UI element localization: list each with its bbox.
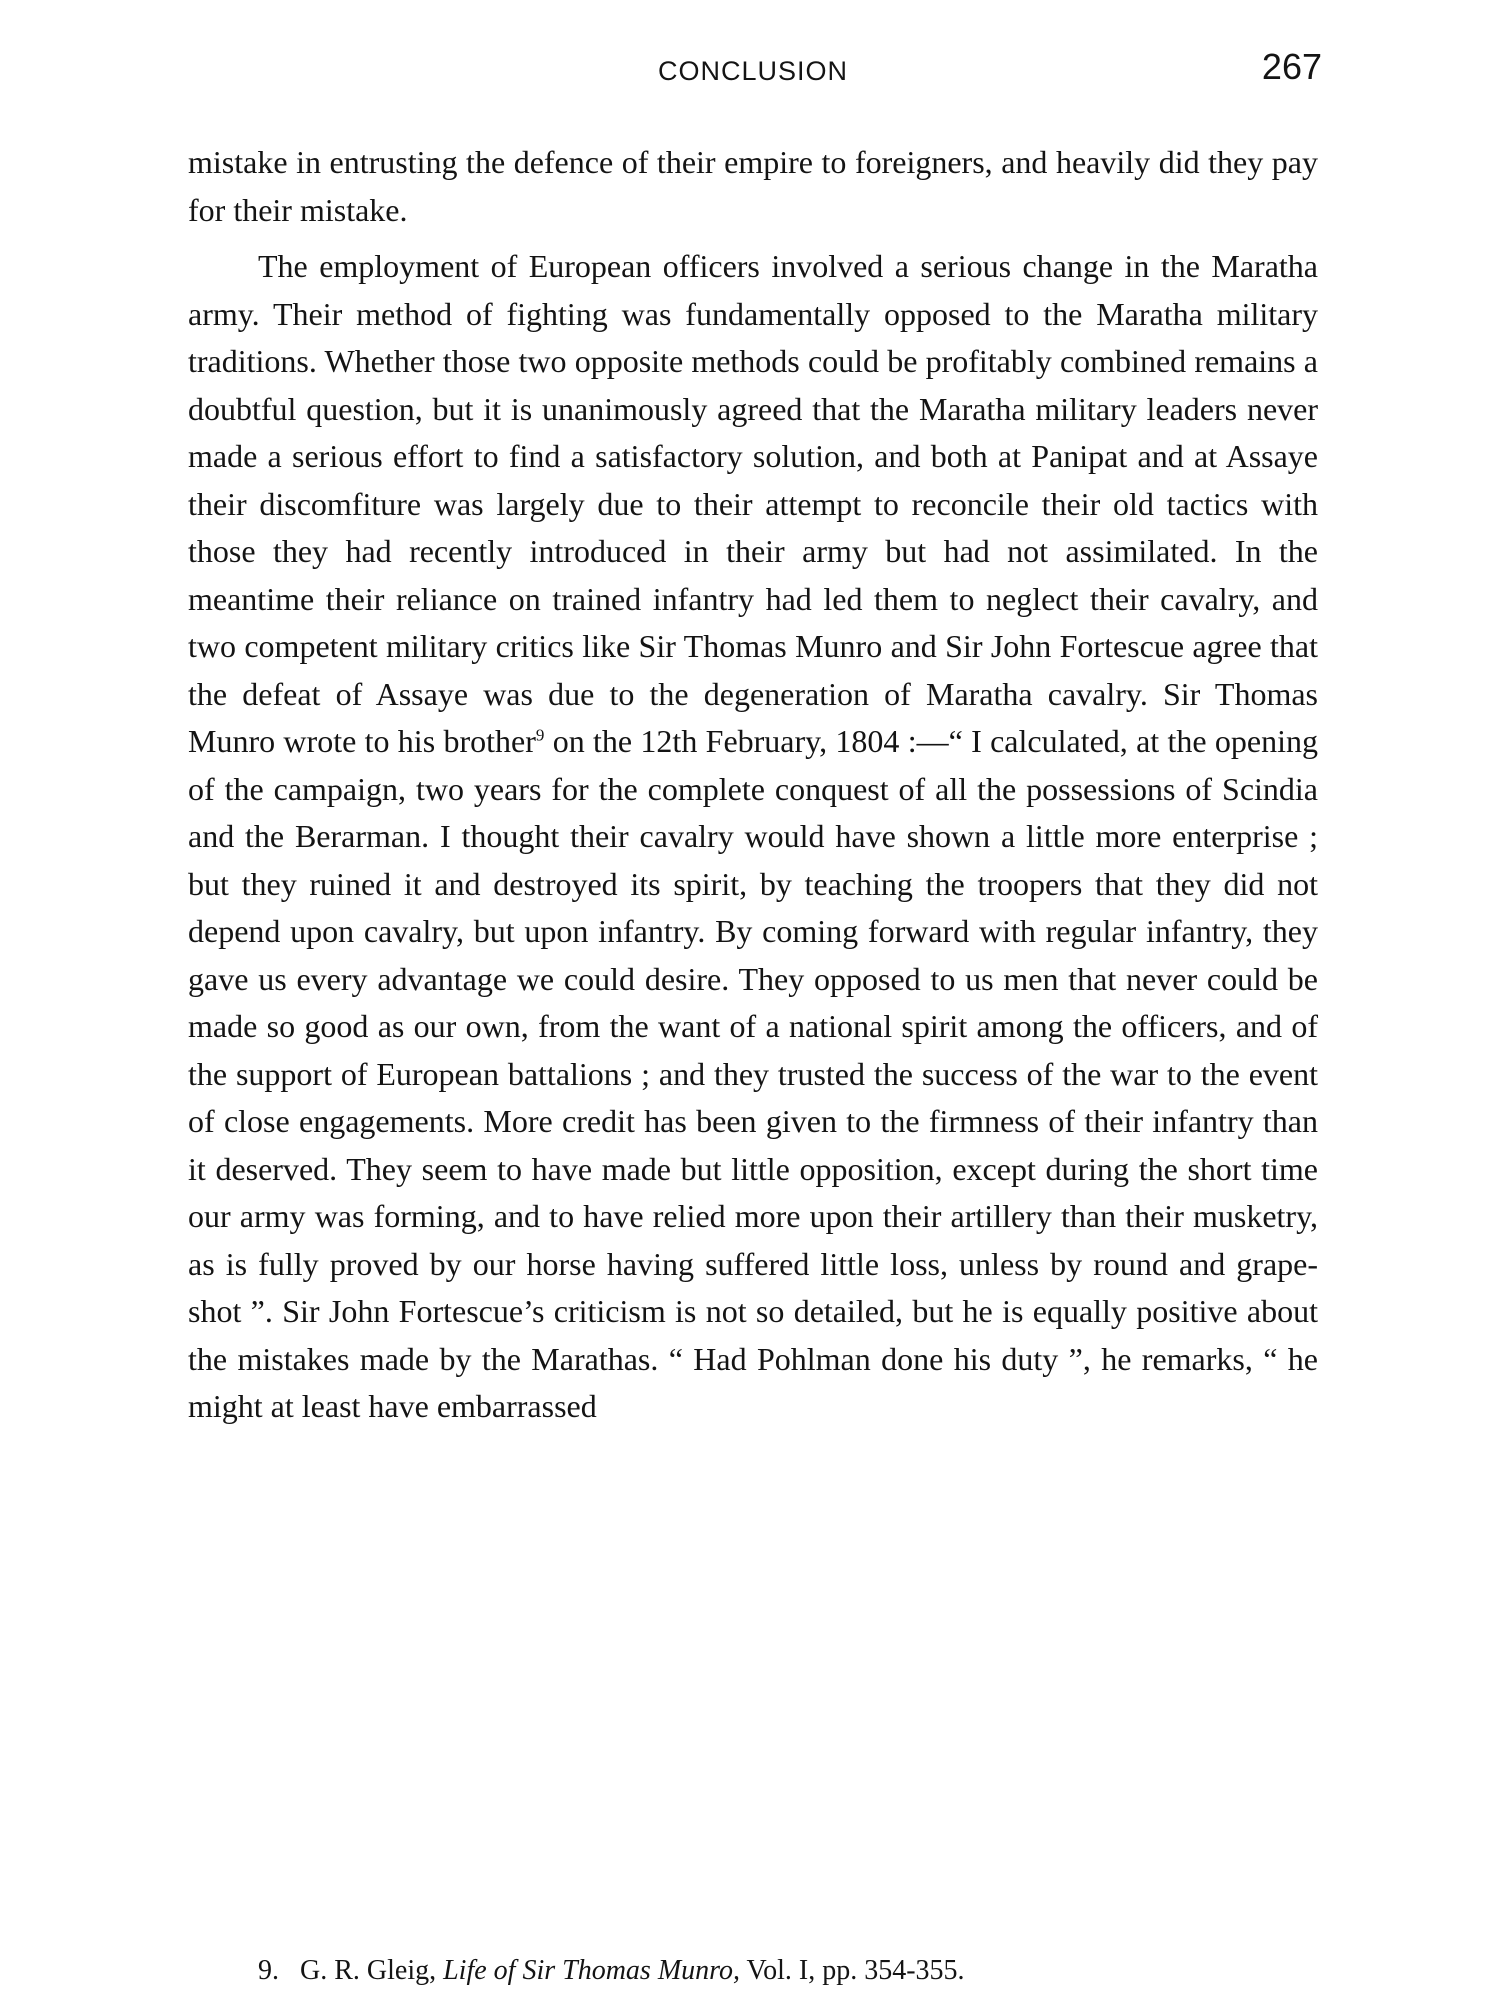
page-number: 267	[1261, 46, 1322, 87]
running-head: CONCLUSION	[657, 56, 849, 86]
footnote	[258, 1955, 965, 1987]
footnote-author: G. R. Gleig,	[300, 1955, 437, 1986]
footnote-reference: 9	[535, 725, 545, 745]
footnote-number: 9.	[258, 1955, 279, 1986]
footnote-title: Life of Sir Thomas Munro,	[443, 1955, 740, 1986]
paragraph-text-before-ref: The employment of European officers involved a serious change in the Maratha army. Their method of fighting was fundamentally opposed to the Maratha military traditions. Whether those two opposite methods could be profitably combined remains a doubtful question, but it is unanimously agreed that the Maratha military leaders never made a serious effort to find a satisfactory solution, and both at Panipat and at Assaye their discomfiture was largely due to their attempt to reconcile their old tactics with those they had recently introduced in their army but had not assimilated. In the meantime their reliance on trained infantry had led them to neglect their cavalry, and two competent military critics like Sir Thomas Munro and Sir John Fortescue agree that the defeat of Assaye was due to the degeneration of Maratha cavalry. Sir Thomas Munro wrote to his brother	[188, 248, 1318, 759]
paragraph-continued: mistake in entrusting the defence of their empire to foreigners, and heavily did they pay for their mistake.	[188, 144, 1318, 228]
paragraph	[188, 243, 1318, 1431]
body-text	[188, 139, 1318, 1431]
paragraph-text-after-ref: on the 12th February, 1804 :—“ I calculated, at the opening of the campaign, two years for the complete conquest of all the possessions of Scindia and the Berarman. I thought their cavalry would have shown a little more enterprise ; but they ruined it and destroyed its spirit, by teaching the troopers that they did not depend upon cavalry, but upon infantry. By coming forward with regular infantry, they gave us every advantage we could desire. They opposed to us men that never could be made so good as our own, from the want of a national spirit among the officers, and of the support of European battalions ; and they trusted the success of the war to the event of close engagements. More credit has been given to the firmness of their infantry than it deserved. They seem to have made but little opposition, except during the short time our army was forming, and to have relied more upon their artillery than their musketry, as is fully proved by our horse having suffered little loss, unless by round and grape-shot ”. Sir John Fortescue’s criticism is not so detailed, but he is equally positive about the mistakes made by the Marathas. “ Had Pohlman done his duty ”, he remarks, “ he might at least have embarrassed	[188, 723, 1319, 1424]
footnote-citation: Vol. I, pp. 354-355.	[746, 1955, 965, 1986]
page-header	[188, 46, 1322, 98]
